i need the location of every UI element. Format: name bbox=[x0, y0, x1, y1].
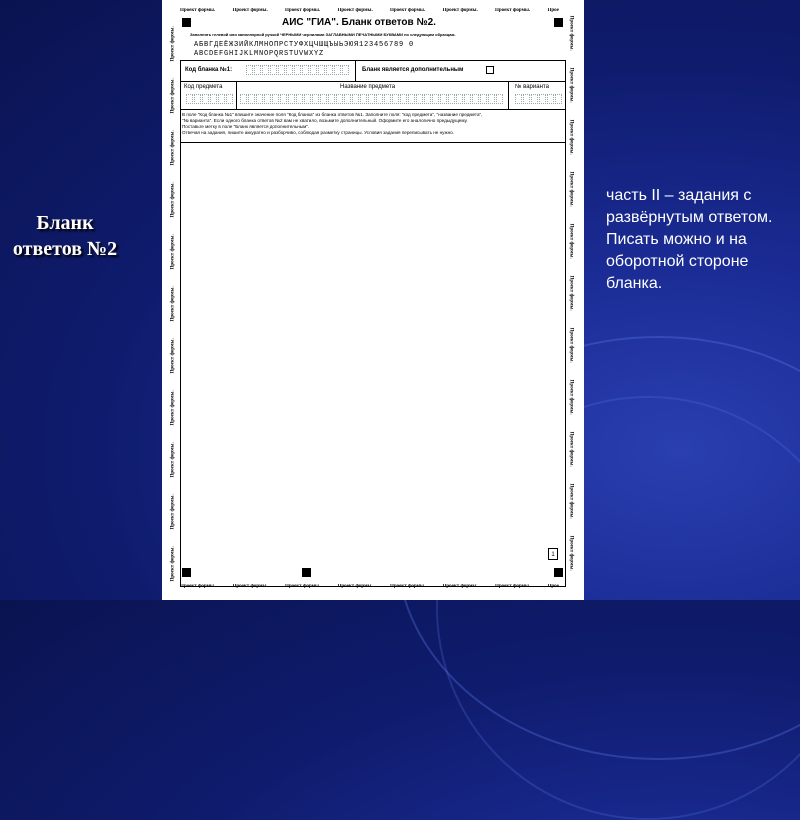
watermark-text: Проект формы. bbox=[170, 78, 176, 114]
watermark-text: Проект формы. bbox=[170, 494, 176, 530]
watermark-text: Проект формы. bbox=[170, 234, 176, 270]
input-cell[interactable] bbox=[515, 94, 522, 104]
input-cell[interactable] bbox=[400, 94, 407, 104]
input-cell[interactable] bbox=[202, 94, 209, 104]
subject-name-input[interactable] bbox=[240, 94, 504, 104]
watermark-text: Проект формы. bbox=[568, 535, 574, 571]
watermark-text: Проект формы. bbox=[495, 8, 531, 13]
watermark-text: Проект формы. bbox=[285, 8, 321, 13]
watermark-text: Проект формы. bbox=[568, 223, 574, 259]
input-cell[interactable] bbox=[272, 94, 279, 104]
input-cell[interactable] bbox=[264, 94, 271, 104]
answer-form-sheet bbox=[162, 0, 584, 600]
input-cell[interactable] bbox=[328, 94, 335, 104]
watermark-text: Проект формы. bbox=[568, 379, 574, 415]
watermark-text: Проект формы. bbox=[170, 182, 176, 218]
input-cell[interactable] bbox=[246, 65, 253, 75]
input-cell[interactable] bbox=[302, 65, 309, 75]
input-cell[interactable] bbox=[312, 94, 319, 104]
registration-marker bbox=[554, 18, 563, 27]
input-cell[interactable] bbox=[523, 94, 530, 104]
watermark-text: Проект формы. bbox=[170, 442, 176, 478]
watermark-text: Прое bbox=[547, 8, 559, 13]
watermark-text: Проект формы. bbox=[170, 130, 176, 166]
notes-line: В поле "Код бланка №1" впишите значение поля "Код бланка" из бланка ответов №1. Заполните поля: "код предмета", "название предмета", bbox=[182, 112, 483, 117]
watermark-text: Проект формы. bbox=[568, 431, 574, 467]
watermark-text: Проект формы. bbox=[180, 584, 216, 589]
watermark-text: Проект формы. bbox=[568, 15, 574, 51]
watermark-text: Проект формы. bbox=[285, 584, 321, 589]
input-cell[interactable] bbox=[294, 65, 301, 75]
subject-row bbox=[180, 82, 566, 110]
notes-line: Поставьте метку в поле "Бланк является дополнительным". bbox=[182, 124, 310, 129]
input-cell[interactable] bbox=[480, 94, 487, 104]
watermark-text: Проект формы. bbox=[170, 338, 176, 374]
input-cell[interactable] bbox=[288, 94, 295, 104]
input-cell[interactable] bbox=[547, 94, 554, 104]
slide-description: часть II – задания с развёрнутым ответом. Писать можно и на оборотной стороне бланка. bbox=[606, 187, 773, 292]
watermark-text: Проект формы. bbox=[390, 8, 426, 13]
watermark-text: Проект формы. bbox=[568, 327, 574, 363]
input-cell[interactable] bbox=[304, 94, 311, 104]
watermark-text: Проект формы. bbox=[568, 483, 574, 519]
watermark-text: Проект формы. bbox=[337, 584, 373, 589]
variant-input[interactable] bbox=[515, 94, 563, 104]
input-cell[interactable] bbox=[456, 94, 463, 104]
input-cell[interactable] bbox=[194, 94, 201, 104]
input-cell[interactable] bbox=[310, 65, 317, 75]
input-cell[interactable] bbox=[320, 94, 327, 104]
slide-title: Бланк ответов №2 bbox=[12, 212, 118, 260]
right-watermarks bbox=[566, 14, 576, 586]
input-cell[interactable] bbox=[326, 65, 333, 75]
subject-code-label: Код предмета bbox=[184, 84, 223, 90]
watermark-text: Проект формы. bbox=[170, 390, 176, 426]
input-cell[interactable] bbox=[432, 94, 439, 104]
input-cell[interactable] bbox=[408, 94, 415, 104]
input-cell[interactable] bbox=[384, 94, 391, 104]
input-cell[interactable] bbox=[334, 65, 341, 75]
input-cell[interactable] bbox=[344, 94, 351, 104]
input-cell[interactable] bbox=[464, 94, 471, 104]
input-cell[interactable] bbox=[539, 94, 546, 104]
watermark-text: Проект формы. bbox=[495, 584, 531, 589]
input-cell[interactable] bbox=[342, 65, 349, 75]
sample-letters-latin: ABCDEFGHIJKLMNOPQRSTUVWXYZ bbox=[194, 50, 325, 58]
watermark-text: Проект формы. bbox=[442, 584, 478, 589]
watermark-text: Проект формы. bbox=[337, 8, 373, 13]
input-cell[interactable] bbox=[472, 94, 479, 104]
form-notes bbox=[182, 112, 562, 136]
answer-area[interactable] bbox=[180, 143, 566, 563]
additional-label: Бланк является дополнительным bbox=[362, 67, 464, 73]
divider bbox=[355, 60, 356, 81]
input-cell[interactable] bbox=[270, 65, 277, 75]
divider bbox=[236, 82, 237, 109]
page-number: 1 bbox=[548, 548, 558, 560]
input-cell[interactable] bbox=[352, 94, 359, 104]
input-cell[interactable] bbox=[210, 94, 217, 104]
watermark-text: Проект формы. bbox=[390, 584, 426, 589]
input-cell[interactable] bbox=[218, 94, 225, 104]
watermark-text: Проект формы. bbox=[568, 275, 574, 311]
left-watermarks bbox=[168, 14, 178, 586]
input-cell[interactable] bbox=[376, 94, 383, 104]
input-cell[interactable] bbox=[240, 94, 247, 104]
input-cell[interactable] bbox=[555, 94, 562, 104]
input-cell[interactable] bbox=[496, 94, 503, 104]
fill-instruction: Заполнять гелевой или капиллярной ручкой ЧЕРНЫМИ чернилами ЗАГЛАВНЫМИ ПЕЧАТНЫМИ БУКВАМИ по следующим образцам. bbox=[190, 32, 456, 37]
form-title: АИС "ГИА". Бланк ответов №2. bbox=[282, 17, 436, 28]
input-cell[interactable] bbox=[226, 94, 233, 104]
watermark-text: Проект формы. bbox=[170, 546, 176, 582]
input-cell[interactable] bbox=[286, 65, 293, 75]
watermark-text: Прое bbox=[547, 584, 559, 589]
input-cell[interactable] bbox=[424, 94, 431, 104]
input-cell[interactable] bbox=[254, 65, 261, 75]
input-cell[interactable] bbox=[256, 94, 263, 104]
blank-code-input[interactable] bbox=[246, 65, 350, 75]
sample-letters-cyrillic: АБВГДЕЁЖЗИЙКЛМНОПРСТУФХЦЧШЩЪЫЬЭЮЯ123456789 0 bbox=[194, 41, 415, 49]
input-cell[interactable] bbox=[448, 94, 455, 104]
watermark-text: Проект формы. bbox=[170, 26, 176, 62]
watermark-text: Проект формы. bbox=[568, 119, 574, 155]
input-cell[interactable] bbox=[186, 94, 193, 104]
input-cell[interactable] bbox=[360, 94, 367, 104]
input-cell[interactable] bbox=[248, 94, 255, 104]
input-cell[interactable] bbox=[416, 94, 423, 104]
input-cell[interactable] bbox=[296, 94, 303, 104]
blank-code-label: Код бланка №1: bbox=[185, 67, 233, 73]
watermark-text: Проект формы. bbox=[232, 584, 268, 589]
divider bbox=[508, 82, 509, 109]
input-cell[interactable] bbox=[262, 65, 269, 75]
variant-label: № варианта bbox=[515, 84, 549, 90]
watermark-text: Проект формы. bbox=[442, 8, 478, 13]
input-cell[interactable] bbox=[318, 65, 325, 75]
notes-line: Отвечая на задания, пишите аккуратно и разборчиво, соблюдая разметку страницы. Условия задания переписывать не нужно. bbox=[182, 130, 454, 135]
input-cell[interactable] bbox=[488, 94, 495, 104]
input-cell[interactable] bbox=[392, 94, 399, 104]
watermark-text: Проект формы. bbox=[232, 8, 268, 13]
input-cell[interactable] bbox=[280, 94, 287, 104]
blank-code-row bbox=[180, 60, 566, 82]
input-cell[interactable] bbox=[531, 94, 538, 104]
input-cell[interactable] bbox=[368, 94, 375, 104]
additional-checkbox[interactable] bbox=[486, 66, 494, 74]
input-cell[interactable] bbox=[278, 65, 285, 75]
watermark-text: Проект формы. bbox=[180, 8, 216, 13]
input-cell[interactable] bbox=[336, 94, 343, 104]
input-cell[interactable] bbox=[440, 94, 447, 104]
watermark-text: Проект формы. bbox=[170, 286, 176, 322]
registration-marker bbox=[182, 18, 191, 27]
subject-code-input[interactable] bbox=[186, 94, 234, 104]
notes-line: "№ варианта". Если одного бланка ответов №2 вам не хватило, возьмите дополнительный. Оформите его аналогично предыдущему. bbox=[182, 118, 468, 123]
watermark-text: Проект формы. bbox=[568, 171, 574, 207]
watermark-text: Проект формы. bbox=[568, 67, 574, 103]
subject-name-label: Название предмета bbox=[340, 84, 396, 90]
